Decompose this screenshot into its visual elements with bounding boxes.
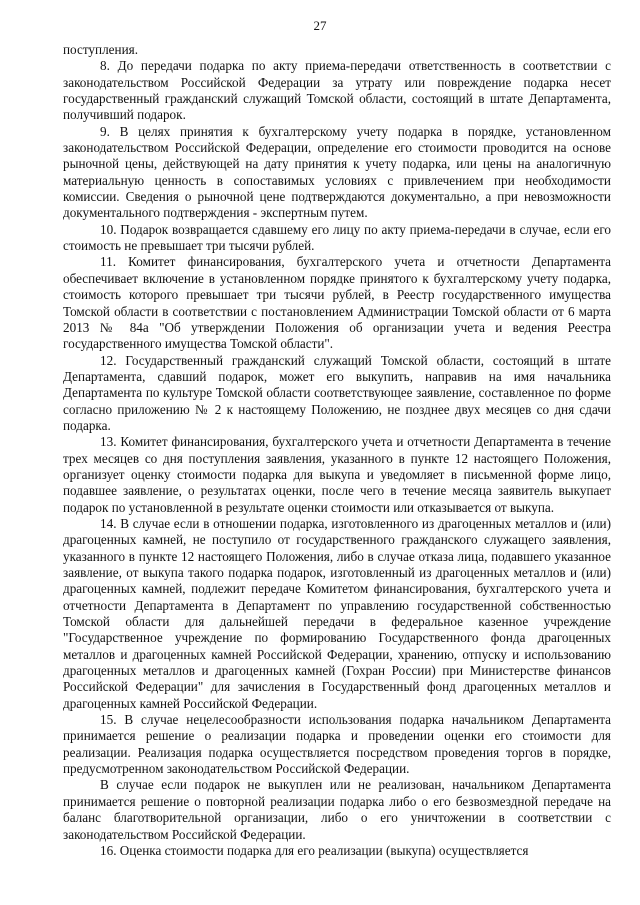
document-body [63, 42, 611, 859]
paragraph-item-15: 15. В случае нецелесообразности использования подарка начальником Департамента принимается решение о реализации подарка и проведении оценки его стоимости для реализации. Реализация подарка осуществляется посредством проведения торгов в порядке, предусмотренном законодательством Российской Федерации. [63, 712, 611, 777]
paragraph-item-9: 9. В целях принятия к бухгалтерскому учету подарка в порядке, установленном законодательством Российской Федерации, определение его стоимости проводится на основе рыночной цены, действующей на дату принятия к учету подарка, или цены на аналогичную материальную ценность в сопоставимых условиях с привлечением при необходимости комиссии. Сведения о рыночной цене подтверждаются документально, а при невозможности документального подтверждения - экспертным путем. [63, 123, 611, 221]
paragraph-continuation: поступления. [63, 42, 138, 57]
paragraph-item-15-continued: В случае если подарок не выкуплен или не реализован, начальником Департамента принимается решение о повторной реализации подарка либо о его безвозмездной передаче на баланс благотворительной организации, либо о его уничтожении в соответствии с законодательством Российской Федерации. [63, 777, 611, 842]
paragraph-item-14: 14. В случае если в отношении подарка, изготовленного из драгоценных металлов и (или) драгоценных камней, не поступило от государственного гражданского служащего заявления, указанного в пункте 12 настоящего Положения, либо в случае отказа лица, подавшего указанное заявление, от выкупа такого подарка подарок, изготовленный из драгоценных металлов и (или) драгоценных камней, подлежит передаче Комитетом финансирования, бухгалтерского учета и отчетности Департамента в Департамент по управлению государственной собственностью Томской области для дальнейшей передачи в федеральное казенное учреждение "Государственное учреждение по формированию Государственного фонда драгоценных металлов и драгоценных камней Российской Федерации, хранению, отпуску и использованию драгоценных металлов и драгоценных камней (Гохран России) при Министерстве финансов Российской Федерации" для зачисления в Государственный фонд драгоценных металлов и драгоценных камней Российской Федерации. [63, 515, 611, 711]
paragraph-item-13: 13. Комитет финансирования, бухгалтерского учета и отчетности Департамента в течение трех месяцев со дня поступления заявления, указанного в пункте 12 настоящего Положения, организует оценку стоимости подарка для выкупа и уведомляет в письменной форме лицо, подавшее заявление, о результатах оценки, после чего в течение месяца заявитель выкупает подарок по установленной в результате оценки стоимости или отказывается от выкупа. [63, 434, 611, 515]
paragraph-item-16: 16. Оценка стоимости подарка для его реализации (выкупа) осуществляется [100, 842, 529, 858]
page-number: 27 [313, 18, 327, 33]
paragraph-item-8: 8. До передачи подарка по акту приема-передачи ответственность в соответствии с законодательством Российской Федерации за утрату или повреждение подарка несет государственный гражданский служащий Томской области, состоящий в штате Департамента, получивший подарок. [63, 58, 611, 123]
paragraph-item-10: 10. Подарок возвращается сдавшему его лицу по акту приема-передачи в случае, если его стоимость не превышает три тысячи рублей. [63, 221, 611, 254]
paragraph-item-12: 12. Государственный гражданский служащий Томской области, состоящий в штате Департамента, сдавший подарок, может его выкупить, направив на имя начальника Департамента по культуре Томской области соответствующее заявление, составленное по форме согласно приложению № 2 к настоящему Положению, не позднее двух месяцев со дня сдачи подарка. [63, 352, 611, 433]
paragraph-item-11: 11. Комитет финансирования, бухгалтерского учета и отчетности Департамента обеспечивает включение в установленном порядке принятого к бухгалтерскому учету подарка, стоимость которого превышает три тысячи рублей, в Реестр государственного имущества Томской области в соответствии с постановлением Администрации Томской области от 6 марта 2013 № 84а "Об утверждении Положения об организации учета и ведения Реестра государственного имущества Томской области". [63, 254, 611, 352]
